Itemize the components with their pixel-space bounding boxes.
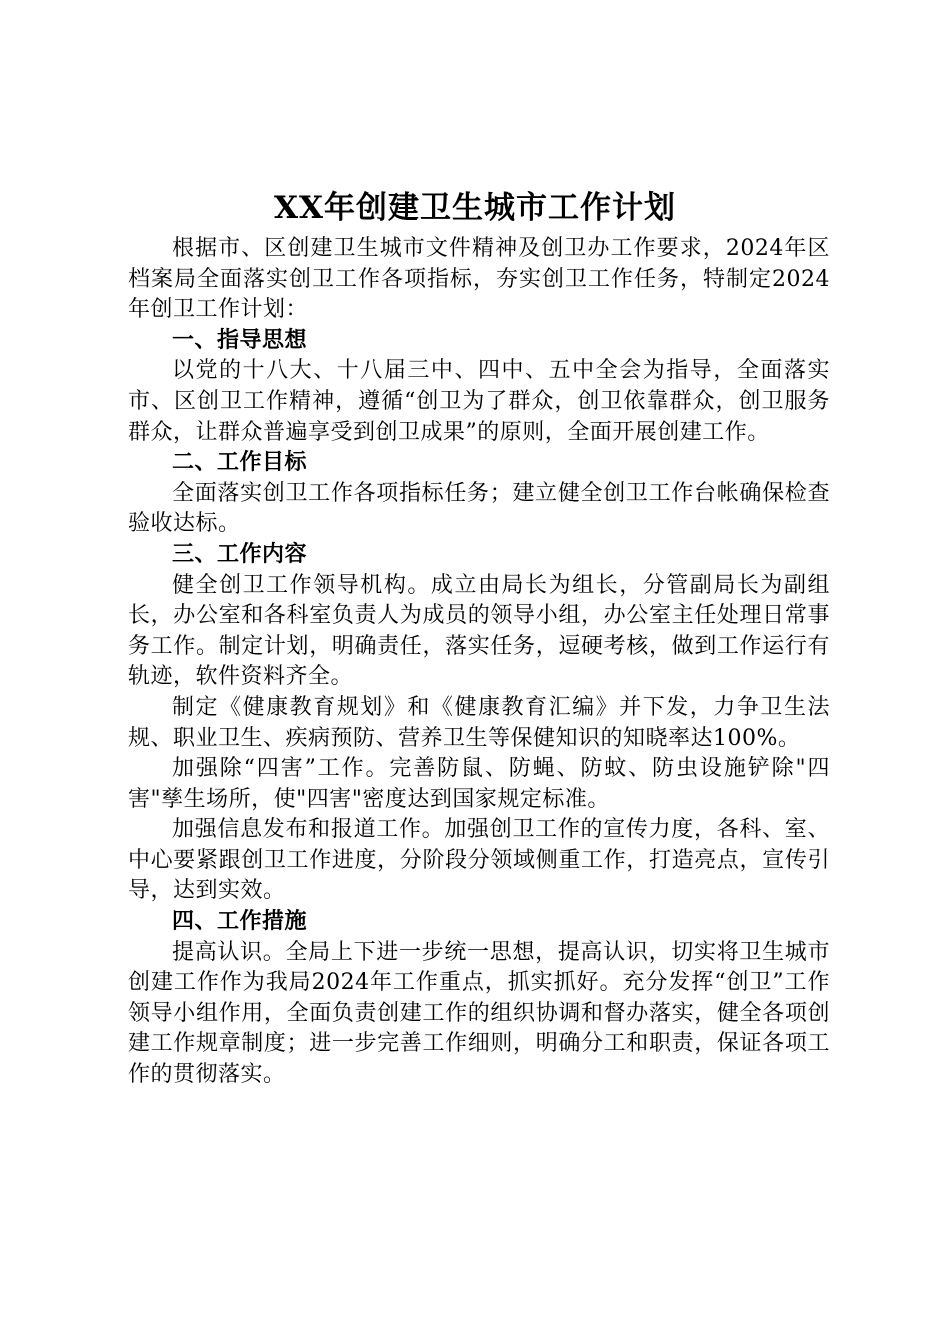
work-measures-paragraph: 提高认识。全局上下进一步统一思想，提高认识，切实将卫生城市创建工作作为我局2024年工作重点，抓实抓好。充分发挥“创卫”工作领导小组作用，全面负责创建工作的组织协调和督办落实，健全各项创建工作规章制度；进一步完善工作细则，明确分工和职责，保证各项工作的贯彻落实。 [128, 939, 830, 1088]
guiding-ideology-paragraph: 以党的十八大、十八届三中、四中、五中全会为指导，全面落实市、区创卫工作精神，遵循“创卫为了群众，创卫依靠群众，创卫服务群众，让群众普遍享受到创卫成果”的原则，全面开展创建工作。 [128, 358, 830, 445]
work-content-paragraph-publicity: 加强信息发布和报道工作。加强创卫工作的宣传力度，各科、室、中心要紧跟创卫工作进度，分阶段分领域侧重工作，打造亮点，宣传引导，达到实效。 [128, 817, 830, 904]
section-heading-work-goals: 二、工作目标 [172, 450, 308, 476]
intro-paragraph: 根据市、区创建卫生城市文件精神及创卫办工作要求，2024年区档案局全面落实创卫工作各项指标，夯实创卫工作任务，特制定2024年创卫工作计划： [128, 236, 830, 323]
document-title: XX年创建卫生城市工作计划 [273, 190, 677, 226]
work-goals-paragraph: 全面落实创卫工作各项指标任务；建立健全创卫工作台帐确保检查验收达标。 [128, 480, 830, 537]
section-heading-guiding-ideology: 一、指导思想 [172, 327, 308, 353]
section-heading-work-measures: 四、工作措施 [172, 909, 308, 935]
section-heading-work-content: 三、工作内容 [172, 541, 308, 567]
work-content-paragraph-pest-control: 加强除“四害”工作。完善防鼠、防蝇、防蚊、防虫设施铲除"四害"孳生场所，使"四害"密度达到国家规定标准。 [128, 756, 830, 812]
work-content-paragraph-leadership: 健全创卫工作领导机构。成立由局长为组长，分管副局长为副组长，办公室和各科室负责人为成员的领导小组，办公室主任处理日常事务工作。制定计划，明确责任，落实任务，逗硬考核，做到工作运行有轨迹，软件资料齐全。 [128, 572, 830, 690]
document-body [128, 234, 830, 1091]
work-content-paragraph-health-education: 制定《健康教育规划》和《健康教育汇编》并下发，力争卫生法规、职业卫生、疾病预防、营养卫生等保健知识的知晓率达100%。 [128, 694, 830, 751]
